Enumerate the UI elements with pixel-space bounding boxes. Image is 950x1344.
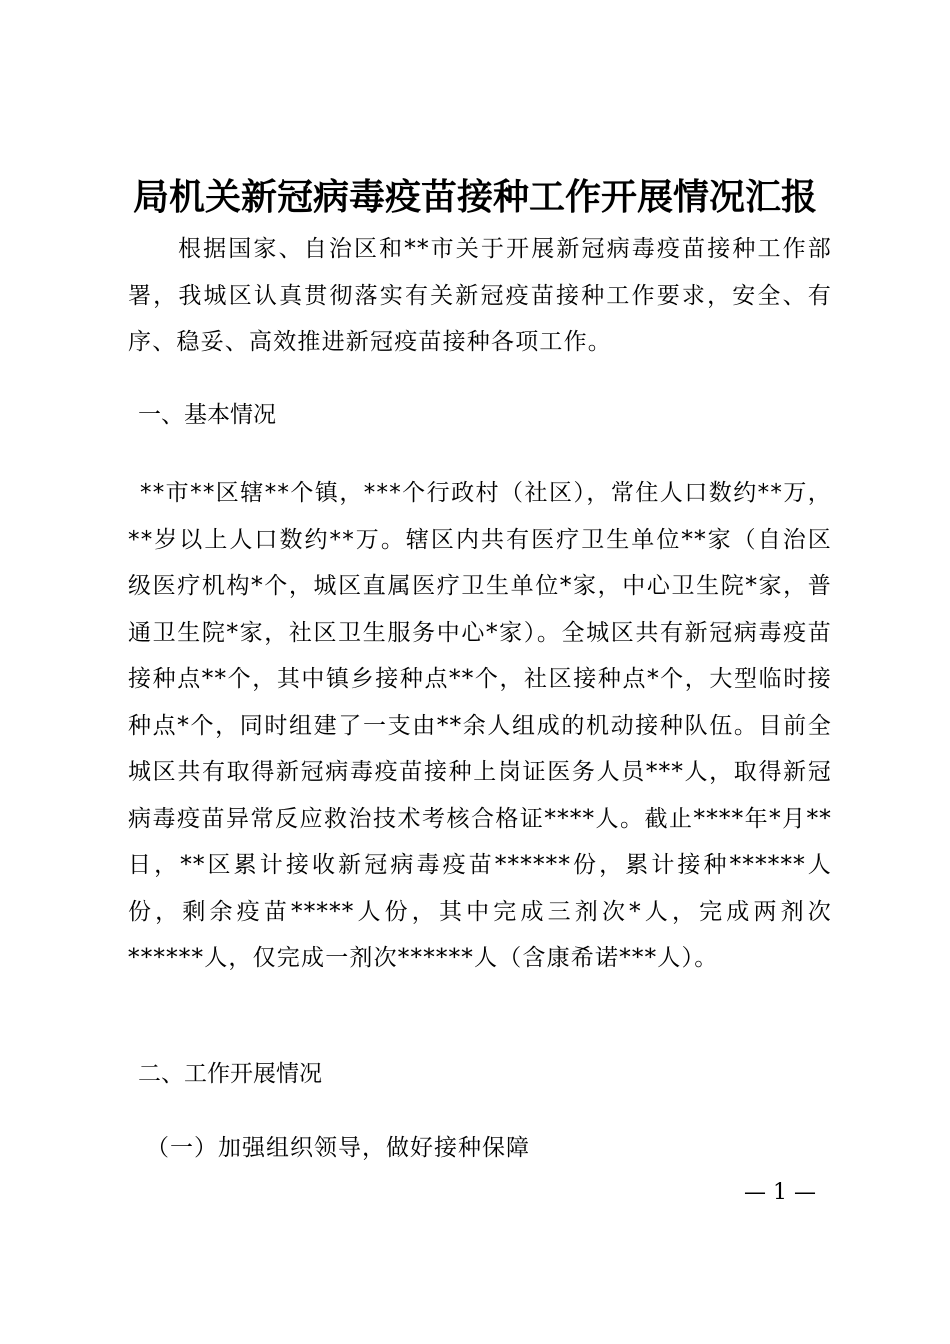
page-number: — 1 — — [744, 1180, 816, 1205]
document-title: 局机关新冠病毒疫苗接种工作开展情况汇报 — [132, 176, 817, 218]
intro-paragraph: 根据国家、自治区和**市关于开展新冠病毒疫苗接种工作部署，我城区认真贯彻落实有关新冠疫苗接种工作要求，安全、有序、稳妥、高效推进新冠疫苗接种各项工作。 — [128, 236, 832, 355]
section-heading-basic: 一、基本情况 — [138, 402, 276, 428]
basic-situation-body: 辖区内共有医疗卫生单位**家（自治区级医疗机构*个，城区直属医疗卫生单位*家，中心卫生院*家，普通卫生院*家，社区卫生服务中心*家）。全城区共有新冠病毒疫苗接种点**个，其中镇乡接种点**个，社区接种点*个，大型临时接种点*个，同时组建了一支由**余人组成的机动接种队伍。目前全城区共有取得新冠病毒疫苗接种上岗证医务人员***人，取得新冠病毒疫苗异常反应救治技术考核合格证****人。截止****年*月**日，**区累计接收新冠病毒疫苗******份，累计接种******人份，剩余疫苗*****人份，其中完成三剂次*人，完成两剂次******人，仅完成一剂次******人（含康希诺***人）。 — [128, 526, 832, 971]
basic-situation-paragraph — [128, 470, 832, 982]
section-heading-work: 二、工作开展情况 — [138, 1061, 322, 1087]
subsection-heading: （一）加强组织领导，做好接种保障 — [146, 1135, 530, 1161]
basic-situation-lead: **市**区辖**个镇，***个行政村（社区），常住人口数约**万，**岁以上人口数约**万。 — [128, 480, 832, 553]
